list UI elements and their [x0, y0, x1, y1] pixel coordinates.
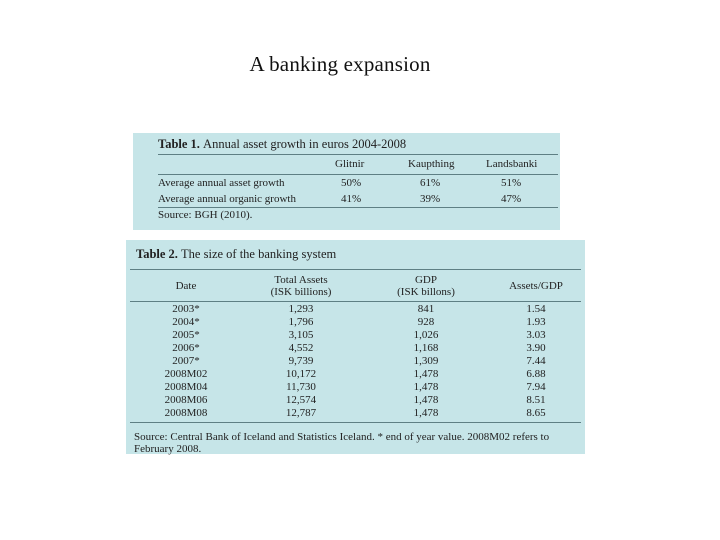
cell-gdp: 1,478 [413, 394, 439, 406]
table-1-col-kaupthing: Kaupthing [408, 158, 455, 170]
row-label: Average annual organic growth [158, 193, 296, 205]
col-ratio-line1: Assets/GDP [509, 280, 563, 292]
cell-landsbanki: 47% [501, 193, 522, 205]
cell-ratio: 7.44 [526, 355, 546, 367]
table-2-col-ratio [496, 280, 576, 292]
table-1-col-landsbanki: Landsbanki [486, 158, 538, 170]
cell-gdp: 1,478 [413, 368, 439, 380]
cell-ratio: 8.51 [526, 394, 546, 406]
cell-assets: 10,172 [285, 368, 317, 380]
cell-landsbanki: 51% [501, 177, 522, 189]
table-2-top-rule [130, 269, 581, 270]
cell-kaupthing: 61% [420, 177, 441, 189]
table-2-source: Source: Central Bank of Iceland and Statistics Iceland. * end of year value. 2008M02 refers to February 2008. [134, 431, 550, 455]
table-2-caption [136, 247, 336, 262]
table-2-bottom-rule [130, 422, 581, 423]
table-2-caption-number: Table 2. [136, 247, 178, 261]
col-assets-line1: Total Assets [274, 274, 328, 286]
cell-assets: 12,574 [285, 394, 317, 406]
col-date-line1: Date [175, 280, 197, 292]
table-1-top-rule [158, 154, 558, 155]
col-gdp-line1: GDP [414, 274, 437, 286]
cell-glitnir: 41% [341, 193, 362, 205]
cell-assets: 12,787 [285, 407, 317, 419]
cell-glitnir: 50% [341, 177, 362, 189]
cell-gdp: 841 [417, 303, 435, 315]
cell-ratio: 1.93 [526, 316, 546, 328]
cell-date: 2004* [172, 316, 200, 328]
table-row [158, 177, 558, 192]
table-row [126, 381, 585, 393]
table-2-col-date [146, 280, 226, 292]
table-2-col-gdp [376, 274, 476, 298]
cell-date: 2003* [172, 303, 200, 315]
cell-gdp: 1,478 [413, 381, 439, 393]
cell-ratio: 1.54 [526, 303, 546, 315]
cell-date: 2008M04 [164, 381, 208, 393]
cell-assets: 9,739 [288, 355, 314, 367]
table-row [126, 355, 585, 367]
cell-date: 2005* [172, 329, 200, 341]
table-2-header-rule [130, 301, 581, 302]
cell-gdp: 1,478 [413, 407, 439, 419]
row-label: Average annual asset growth [158, 177, 285, 189]
table-1-caption-number: Table 1. [158, 137, 200, 151]
table-2-caption-text: The size of the banking system [181, 247, 337, 261]
cell-assets: 11,730 [286, 381, 316, 393]
cell-date: 2007* [172, 355, 200, 367]
col-gdp-line2: (ISK billons) [397, 286, 455, 298]
table-row [126, 316, 585, 328]
table-1-col-glitnir: Glitnir [335, 158, 365, 170]
table-1-bottom-rule [158, 207, 558, 208]
cell-ratio: 8.65 [526, 407, 546, 419]
cell-assets: 4,552 [288, 342, 314, 354]
table-1-header-rule [158, 174, 558, 175]
table-1-source: Source: BGH (2010). [158, 209, 253, 221]
cell-assets: 3,105 [288, 329, 314, 341]
col-assets-line2: (ISK billions) [270, 286, 332, 298]
cell-date: 2006* [172, 342, 200, 354]
table-1-caption [158, 137, 406, 152]
table-row [158, 193, 558, 208]
cell-gdp: 928 [417, 316, 435, 328]
table-row [126, 394, 585, 406]
table-2 [126, 240, 585, 454]
slide-title: A banking expansion [249, 52, 431, 76]
table-row [126, 342, 585, 354]
cell-kaupthing: 39% [420, 193, 441, 205]
table-1 [133, 133, 560, 230]
cell-ratio: 3.90 [526, 342, 546, 354]
table-2-col-assets [251, 274, 351, 298]
cell-gdp: 1,026 [413, 329, 439, 341]
cell-date: 2008M06 [164, 394, 208, 406]
cell-ratio: 7.94 [526, 381, 546, 393]
cell-date: 2008M08 [164, 407, 208, 419]
table-row [126, 303, 585, 315]
table-row [126, 407, 585, 419]
cell-date: 2008M02 [164, 368, 208, 380]
table-row [126, 368, 585, 380]
cell-ratio: 6.88 [526, 368, 546, 380]
cell-gdp: 1,309 [413, 355, 439, 367]
table-1-caption-text: Annual asset growth in euros 2004-2008 [203, 137, 407, 151]
cell-gdp: 1,168 [413, 342, 439, 354]
cell-assets: 1,796 [288, 316, 314, 328]
table-row [126, 329, 585, 341]
cell-ratio: 3.03 [526, 329, 546, 341]
cell-assets: 1,293 [288, 303, 314, 315]
